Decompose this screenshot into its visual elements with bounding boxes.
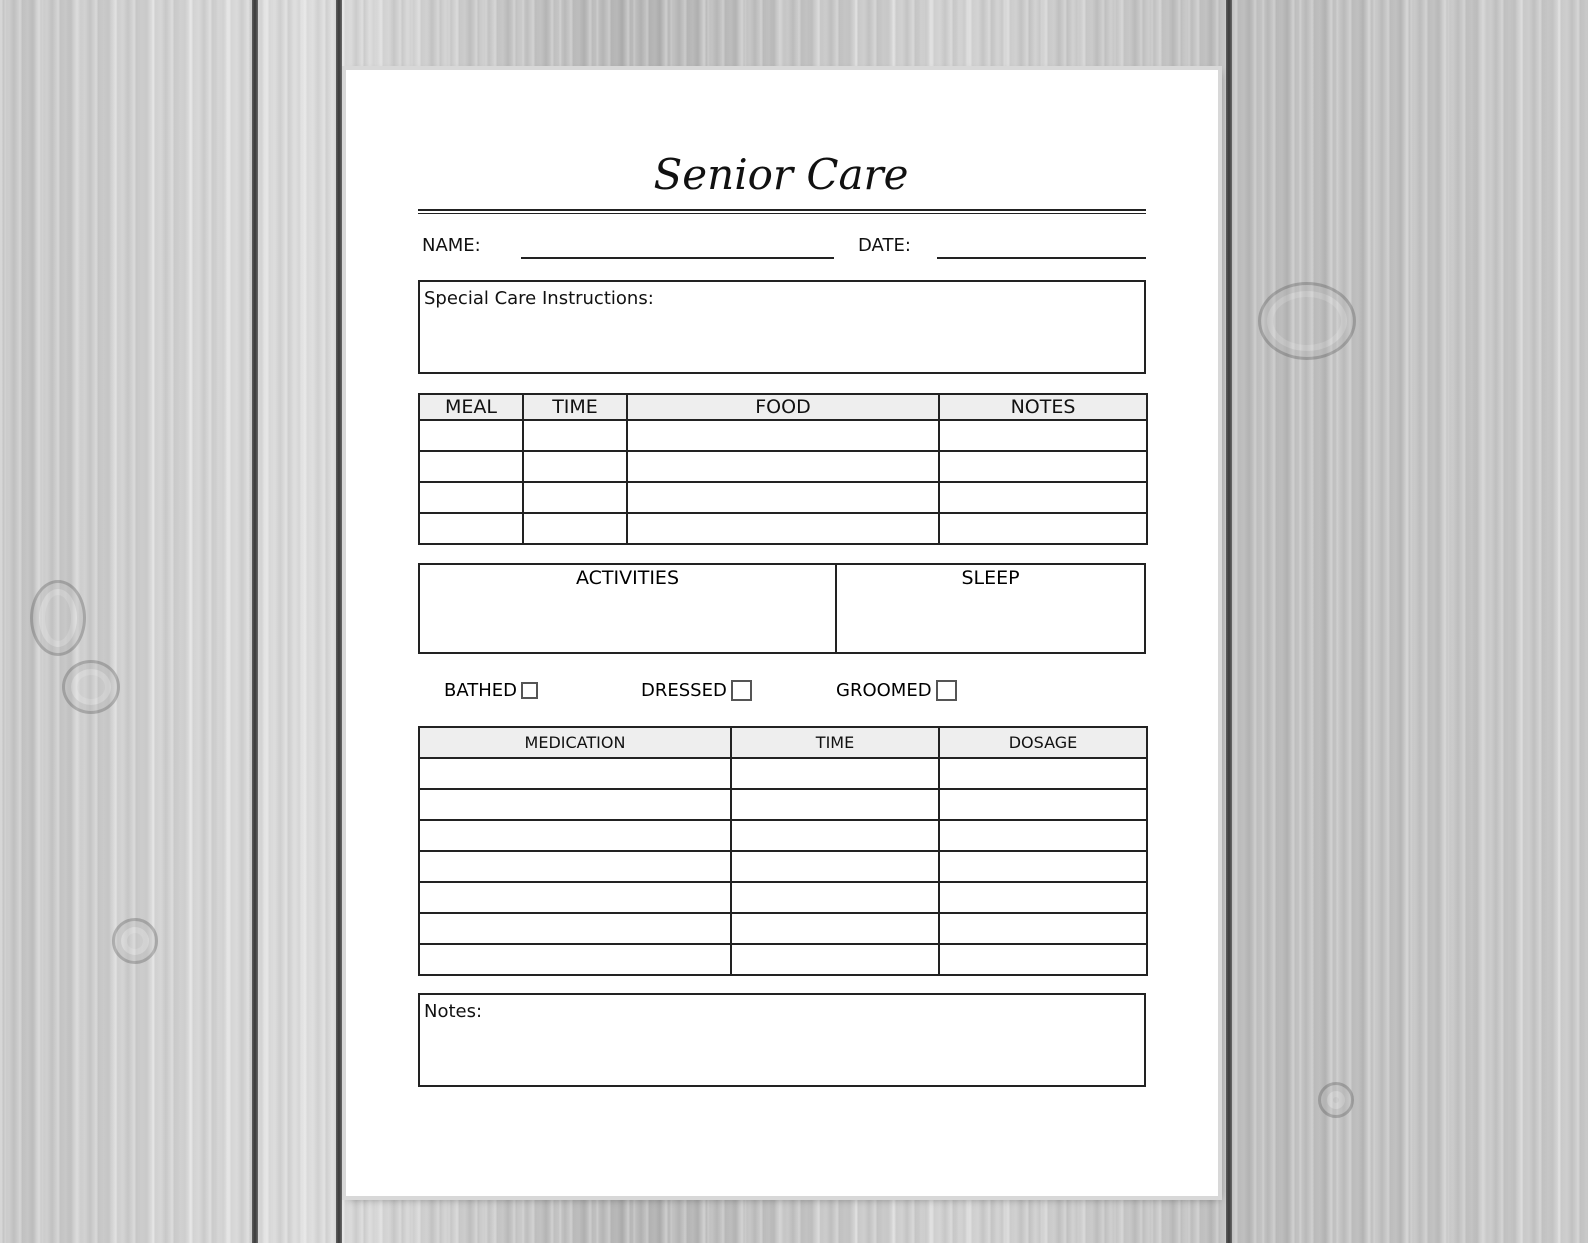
table-cell[interactable]: [627, 420, 939, 451]
table-cell[interactable]: [939, 789, 1147, 820]
table-cell[interactable]: [731, 913, 939, 944]
form-title: Senior Care: [653, 150, 909, 199]
bathed-checkbox[interactable]: [521, 682, 538, 699]
table-cell[interactable]: [627, 482, 939, 513]
table-cell[interactable]: [419, 851, 731, 882]
table-cell[interactable]: [419, 513, 523, 544]
wood-knot: [1318, 1082, 1354, 1118]
table-cell[interactable]: [627, 513, 939, 544]
table-cell[interactable]: [939, 758, 1147, 789]
groomed-check[interactable]: [836, 680, 957, 701]
dressed-checkbox[interactable]: [731, 680, 752, 701]
table-cell[interactable]: [419, 451, 523, 482]
groomed-label: GROOMED: [836, 680, 932, 701]
special-care-box[interactable]: [418, 280, 1146, 374]
table-cell[interactable]: [419, 944, 731, 975]
medication-header: MEDICATION: [419, 727, 731, 758]
table-row: [419, 420, 1147, 451]
activities-box[interactable]: [420, 565, 835, 652]
meal-table: [418, 393, 1148, 545]
table-cell[interactable]: [731, 758, 939, 789]
table-cell[interactable]: [419, 913, 731, 944]
activities-label: ACTIVITIES: [575, 567, 679, 589]
table-cell[interactable]: [731, 820, 939, 851]
notes-box[interactable]: [418, 993, 1146, 1087]
table-row: [419, 513, 1147, 544]
table-row: [419, 820, 1147, 851]
dressed-label: DRESSED: [641, 680, 727, 701]
table-cell[interactable]: [419, 482, 523, 513]
meal-time-header: TIME: [523, 394, 627, 420]
notes-label: Notes:: [424, 1001, 483, 1022]
table-cell[interactable]: [731, 789, 939, 820]
table-cell[interactable]: [523, 513, 627, 544]
dressed-check[interactable]: [641, 680, 752, 701]
table-row: [419, 851, 1147, 882]
sleep-label: SLEEP: [961, 567, 1020, 589]
date-label: DATE:: [858, 235, 911, 256]
wood-knot: [112, 918, 158, 964]
table-cell[interactable]: [939, 882, 1147, 913]
table-cell[interactable]: [627, 451, 939, 482]
date-field-line[interactable]: [937, 257, 1146, 259]
name-label: NAME:: [422, 235, 481, 256]
dosage-header: DOSAGE: [939, 727, 1147, 758]
activities-sleep-box: [418, 563, 1146, 654]
groomed-checkbox[interactable]: [936, 680, 957, 701]
table-cell[interactable]: [939, 820, 1147, 851]
table-row: [419, 789, 1147, 820]
wood-knot: [1258, 282, 1356, 360]
table-cell[interactable]: [939, 420, 1147, 451]
table-row: [419, 482, 1147, 513]
table-cell[interactable]: [939, 851, 1147, 882]
bathed-check[interactable]: [444, 680, 538, 701]
table-cell[interactable]: [731, 944, 939, 975]
table-row: [419, 758, 1147, 789]
meal-notes-header: NOTES: [939, 394, 1147, 420]
bathed-label: BATHED: [444, 680, 518, 701]
table-cell[interactable]: [939, 913, 1147, 944]
meal-header: MEAL: [419, 394, 523, 420]
table-cell[interactable]: [939, 513, 1147, 544]
table-cell[interactable]: [939, 482, 1147, 513]
table-cell[interactable]: [419, 820, 731, 851]
wood-knot: [30, 580, 86, 656]
table-cell[interactable]: [419, 758, 731, 789]
table-cell[interactable]: [939, 451, 1147, 482]
medication-table: [418, 726, 1148, 976]
wood-knot: [62, 660, 120, 714]
name-field-line[interactable]: [521, 257, 834, 259]
sleep-box[interactable]: [835, 565, 1144, 652]
medication-time-header: TIME: [731, 727, 939, 758]
table-row: [419, 882, 1147, 913]
food-header: FOOD: [627, 394, 939, 420]
table-cell[interactable]: [731, 851, 939, 882]
table-cell[interactable]: [419, 789, 731, 820]
title-rule-top: [418, 209, 1146, 211]
table-cell[interactable]: [523, 420, 627, 451]
table-cell[interactable]: [523, 451, 627, 482]
table-cell[interactable]: [939, 944, 1147, 975]
special-care-label: Special Care Instructions:: [424, 288, 654, 309]
table-cell[interactable]: [419, 420, 523, 451]
table-row: [419, 944, 1147, 975]
table-cell[interactable]: [731, 882, 939, 913]
title-rule-bottom: [418, 213, 1146, 214]
table-cell[interactable]: [523, 482, 627, 513]
table-row: [419, 913, 1147, 944]
table-cell[interactable]: [419, 882, 731, 913]
table-row: [419, 451, 1147, 482]
